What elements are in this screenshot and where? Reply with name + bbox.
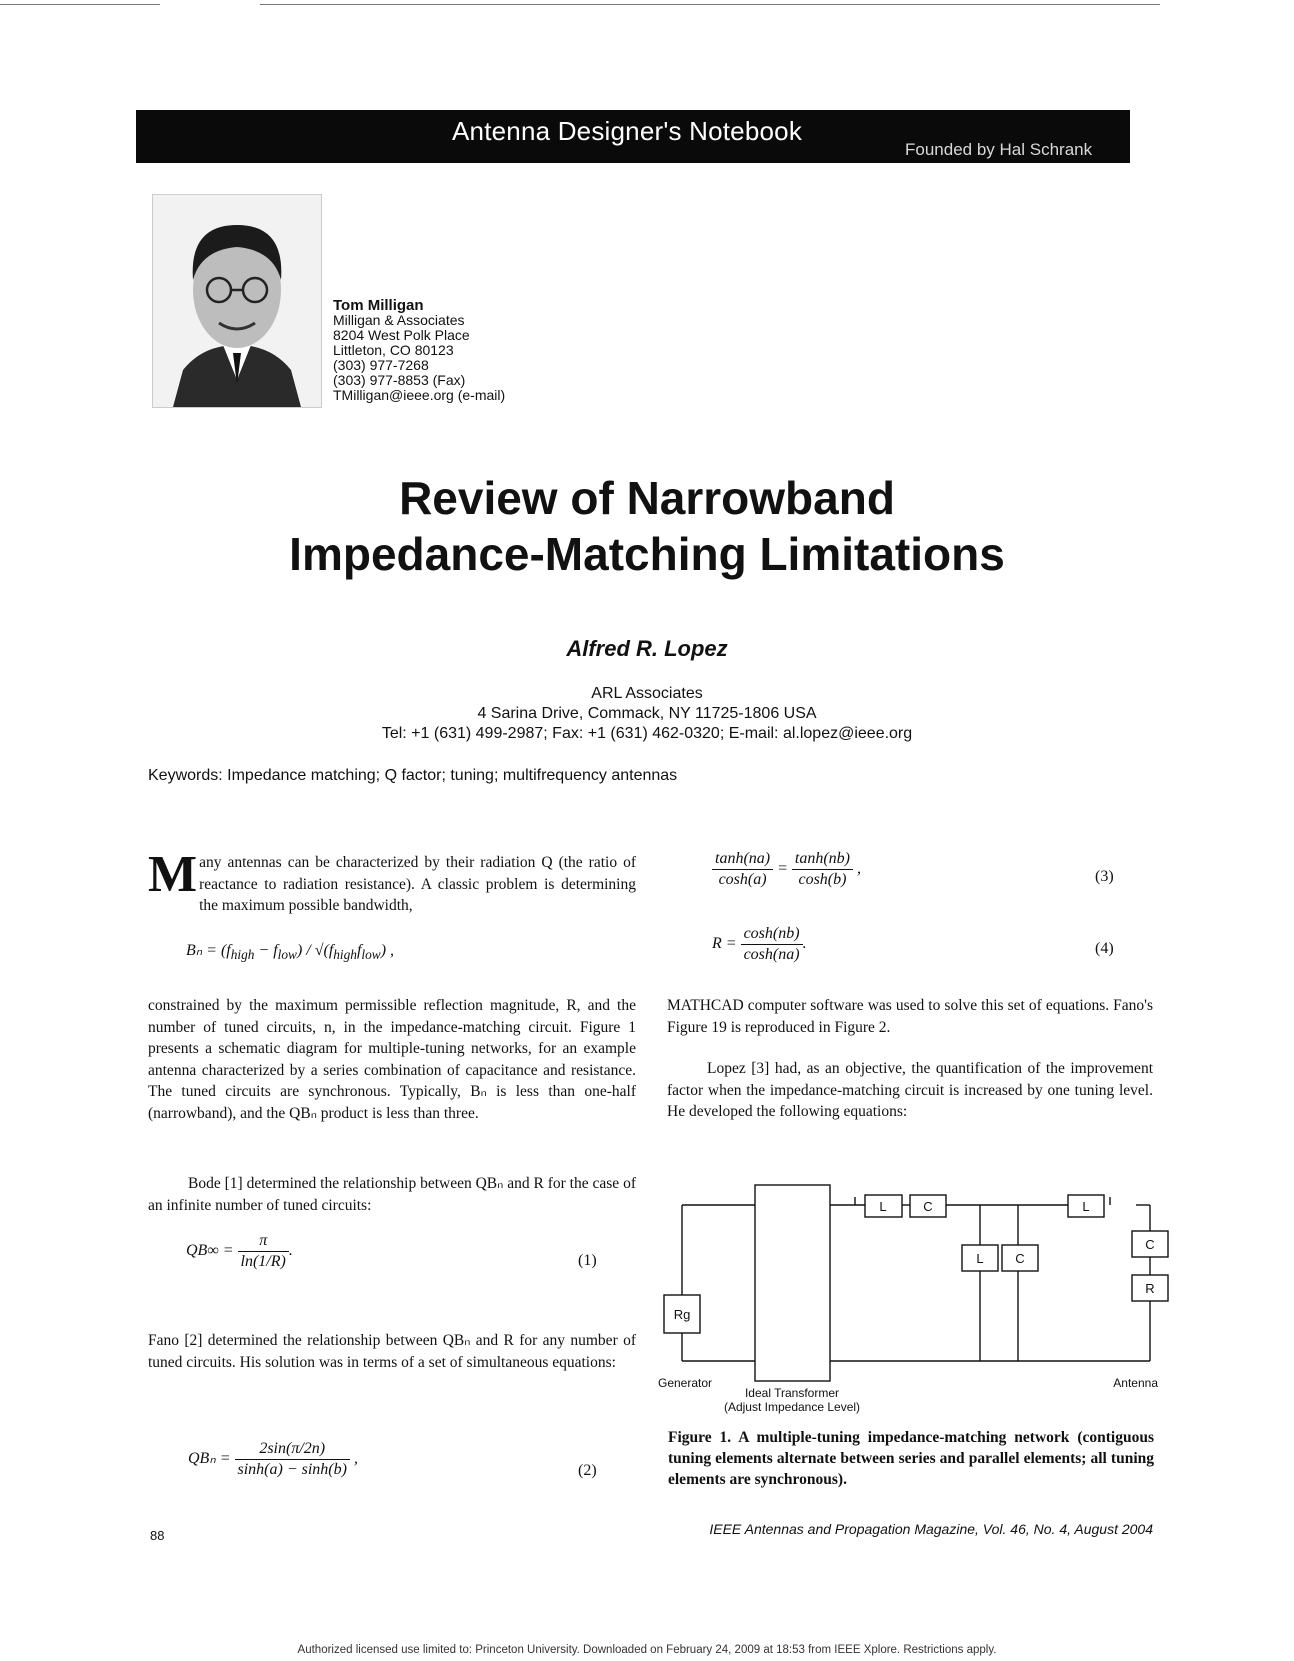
c-label: C [1145,1237,1155,1252]
editor-photo [152,194,322,408]
eq2-denominator: sinh(a) − sinh(b) [237,1461,347,1478]
eq3-a-numerator: tanh(na) [712,850,773,870]
eq1-lhs: QB∞ = [186,1242,234,1260]
l-label: L [976,1251,984,1266]
paragraph-text: any antennas can be characterized by their radiation Q (the ratio of reactance to radiation resistance). A classic problem is determining the maximum possible bandwidth, [199,854,636,915]
journal-citation: IEEE Antennas and Propagation Magazine, Vol. 46, No. 4, August 2004 [709,1521,1153,1537]
author-affiliation [0,684,1294,744]
eq3-number: (3) [1095,868,1114,885]
transformer-label: Ideal Transformer [744,1386,840,1400]
editor-line: Milligan & Associates [333,312,465,328]
eq2-numerator: 2sin(π/2n) [235,1440,350,1460]
antenna-label: Antenna [1113,1376,1158,1390]
column-founded: Founded by Hal Schrank [905,140,1093,159]
eq2-fraction [235,1440,350,1479]
eq4-number: (4) [1095,940,1114,957]
affiliation-line: ARL Associates [591,685,703,702]
eq1-denominator: ln(1/R) [240,1253,286,1270]
editor-contact [333,298,505,403]
eq3-fraction-a [712,850,773,889]
scan-edge-line [260,4,1160,5]
eq1-numerator: π [238,1232,289,1252]
license-footer: Authorized licensed use limited to: Princeton University. Downloaded on February 24, 2009 at 18:53 from IEEE Xplore. Restrictions apply. [297,1644,997,1656]
equation-3: $\frac{\tanh(na)}{\cosh(a)}$ = $\frac{\tanh(nb)}{\cosh(b)}$ , [712,850,861,889]
eq2-lhs: QBₙ = [188,1450,231,1468]
paragraph-constrained: constrained by the maximum permissible reflection magnitude, R, and the number of tuned circuits, n, in the impedance-matching circuit. Figure 1 presents a schematic diagram for multiple-tuning networks, for an example antenna characterized by a series combination of capacitance and resistance. The tuned circuits are synchronous. Typically, Bₙ is less than one-half (narrowband), and the QBₙ product is less than three. [148,997,636,1122]
equation-2: QBₙ = $\frac{2\sin(\pi/2n)}{\sinh(a) - \sinh(b)}$ , [188,1440,358,1478]
editor-line: Littleton, CO 80123 [333,342,454,358]
bandwidth-equation [186,940,394,963]
figure-1-schematic [650,1175,1170,1415]
l-label: L [1082,1199,1090,1214]
eq3-b-denominator: cosh(b) [798,871,847,888]
eq1-fraction [238,1232,289,1271]
column-title: Antenna Designer's Notebook [452,116,803,146]
bandwidth-equation-text: $B_n = (f_{high} - f_{low}) / √(f_{high}f_{low})$ , [186,942,395,963]
keywords: Keywords: Impedance matching; Q factor; tuning; multifrequency antennas [148,767,678,784]
l-label: L [879,1199,887,1214]
editor-line: (303) 977-7268 [333,357,429,373]
portrait-image [153,195,321,407]
equation-1: QB∞ = $\frac{\pi}{\ln(1/R)}$ . [186,1232,293,1270]
page-number: 88 [150,1528,165,1543]
editor-name: Tom Milligan [333,297,424,314]
generator-label: Generator [658,1376,713,1390]
paragraph-fano: Fano [2] determined the relationship between QBₙ and R for any number of tuned circuits. His solution was in terms of a set of simultaneous equations: [148,1332,636,1371]
eq4-fraction [741,925,803,964]
scan-edge-line [0,4,160,5]
eq4-denominator: cosh(na) [743,946,800,963]
eq4-numerator: cosh(nb) [741,925,803,945]
c-label: C [1015,1251,1025,1266]
figure-1-caption: Figure 1. A multiple-tuning impedance-matching network (contiguous tuning elements alternate between series and parallel elements; all tuning elements are synchronous). [668,1429,1154,1488]
transformer-note: (Adjust Impedance Level) [723,1400,861,1414]
article-title-line: Impedance-Matching Limitations [289,528,1005,580]
article-author: Alfred R. Lopez [566,636,728,661]
c-label: C [923,1199,933,1214]
rg-label: Rg [673,1307,691,1322]
eq1-number: (1) [578,1252,597,1269]
eq3-b-numerator: tanh(nb) [792,850,853,870]
equation-4: R = $\frac{\cosh(nb)}{\cosh(na)}$ . [712,925,807,963]
article-title [0,470,1294,582]
article-title-line: Review of Narrowband [399,472,895,524]
r-label: R [1145,1281,1155,1296]
eq4-lhs: R = [712,935,737,953]
eq3-fraction-b [792,850,853,889]
paragraph-bode: Bode [1] determined the relationship between QBₙ and R for the case of an infinite number of tuned circuits: [148,1175,636,1214]
paragraph-lopez: Lopez [3] had, as an objective, the quantification of the improvement factor when the impedance-matching circuit is increased by one tuning level. He developed the following equations: [667,1060,1153,1121]
editor-line: (303) 977-8853 (Fax) [333,372,466,388]
affiliation-line: 4 Sarina Drive, Commack, NY 11725-1806 USA [477,705,817,722]
paragraph-intro [148,846,636,917]
affiliation-contact: Tel: +1 (631) 499-2987; Fax: +1 (631) 462-0320; E-mail: al.lopez@ieee.org [381,725,913,742]
eq3-a-denominator: cosh(a) [718,871,767,888]
editor-line: 8204 West Polk Place [333,327,470,343]
editor-email[interactable]: TMilligan@ieee.org (e-mail) [333,387,506,403]
eq2-number: (2) [578,1462,597,1479]
paragraph-mathcad: MATHCAD computer software was used to solve this set of equations. Fano's Figure 19 is reproduced in Figure 2. [667,997,1153,1036]
drop-cap: M [148,846,198,903]
